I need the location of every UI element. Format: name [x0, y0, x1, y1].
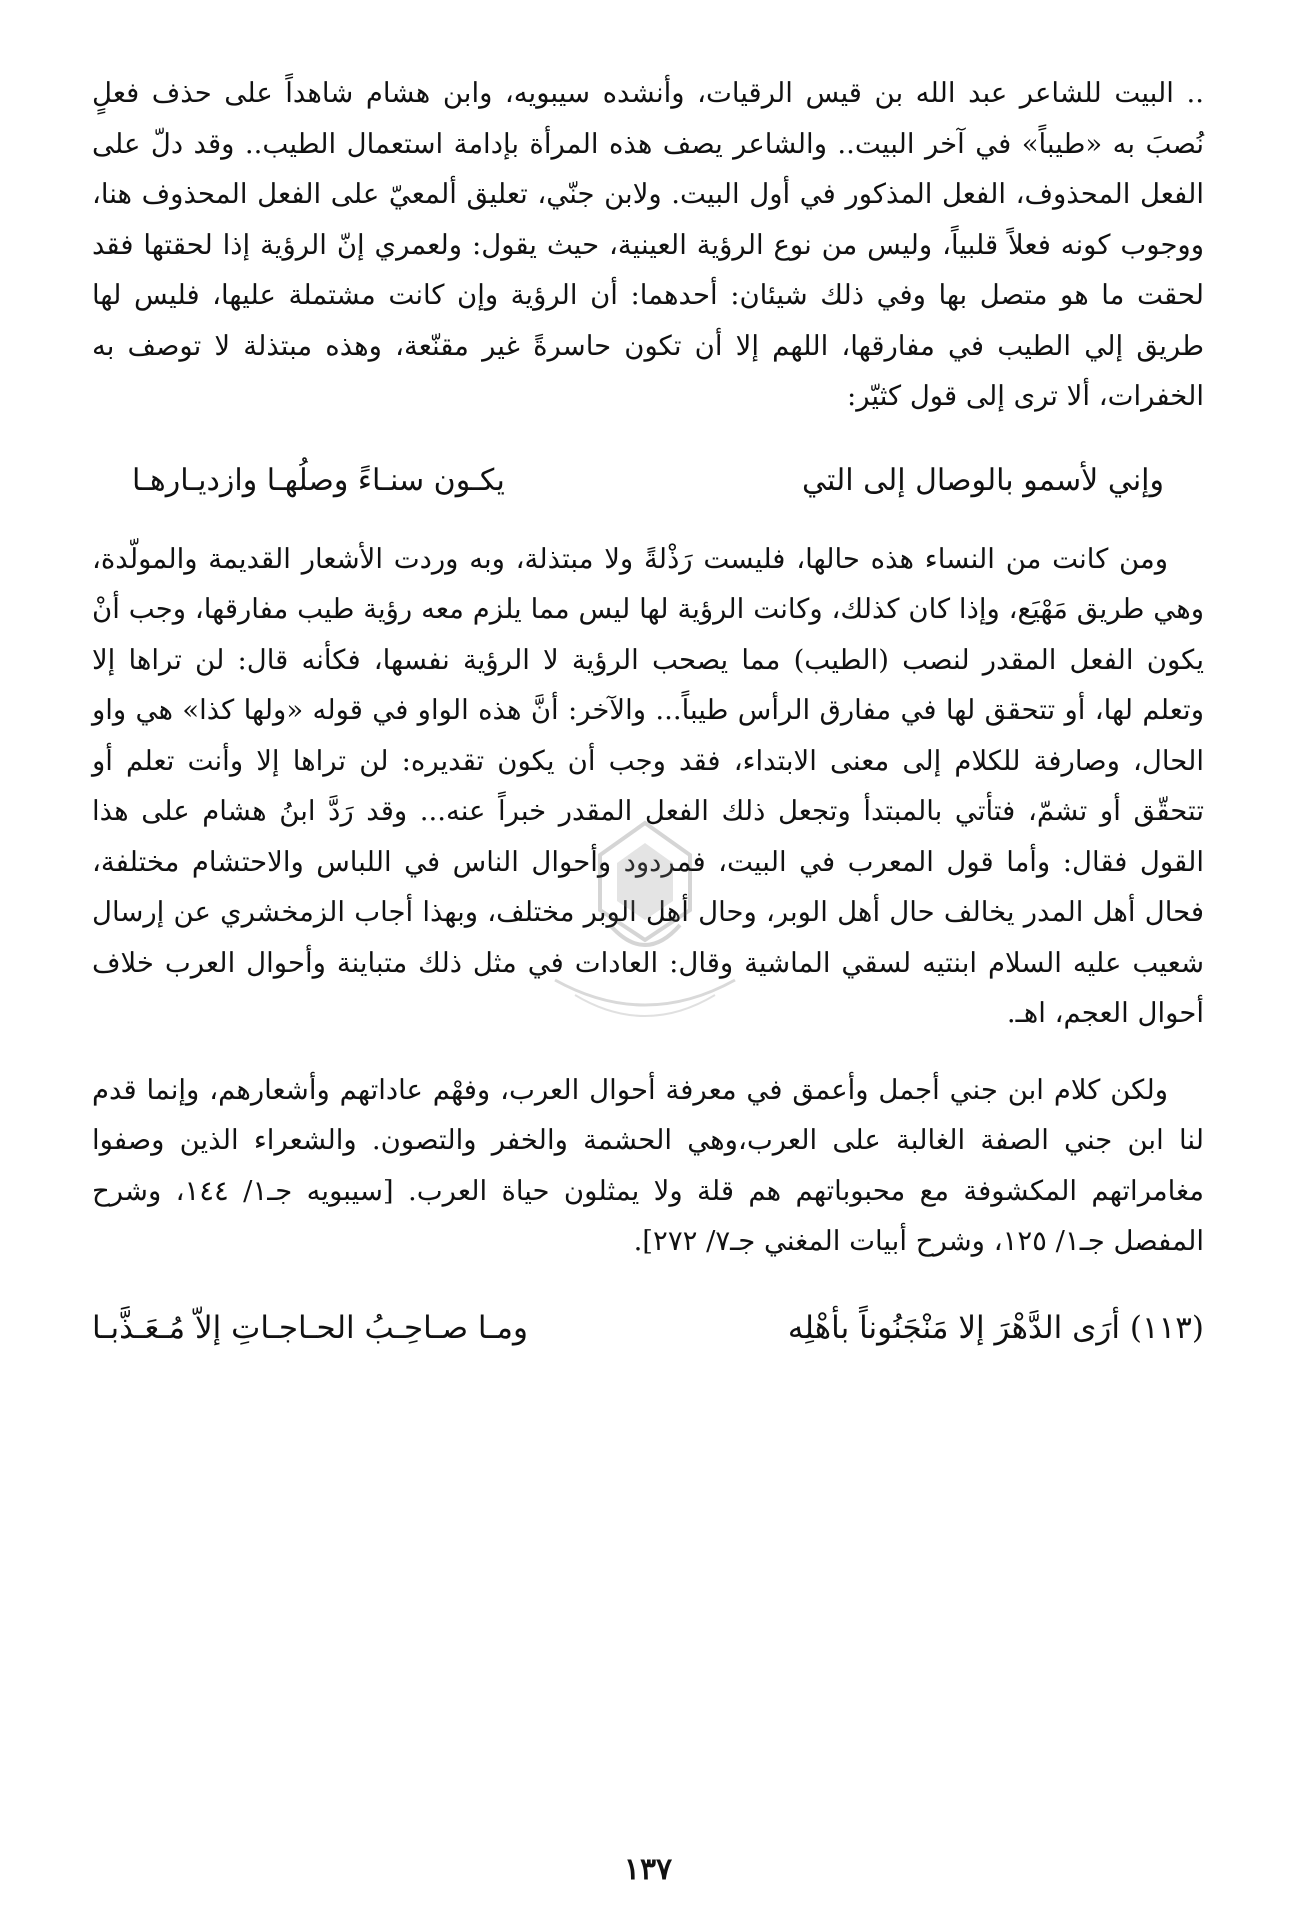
verse-second-hemistich: ومـا صـاحِـبُ الحـاجـاتِ إلاّ مُـعَـذَّبـا [92, 1309, 528, 1346]
verse-first-hemistich: وإني لأسمو بالوصال إلى التي [802, 463, 1164, 498]
paragraph-commentary-conclusion: ولكن كلام ابن جني أجمل وأعمق في معرفة أحوال العرب، وفهْم عاداتهم وأشعارهم، وإنما قدم لنا ابن جني الصفة الغالبة على العرب،وهي الحشمة والخفر والتصون. والشعراء الذين وصفوا مغامراتهم المكشوفة مع محبوباتهم هم قلة ولا يمثلون حياة العرب. [سيبويه جـ١/ ١٤٤، وشرح المفصل جـ١/ ١٢٥، وشرح أبيات المغني جـ٧/ ٢٧٢]. [92, 1073, 1204, 1257]
verse-113 [92, 1297, 1204, 1359]
page-number: ١٣٧ [623, 1852, 673, 1887]
verse-kuthayyir [92, 450, 1204, 512]
verse-second-hemistich: يكـون سنـاءً وصلُهـا وازديـارهـا [132, 463, 505, 498]
paragraph-commentary-body: ومن كانت من النساء هذه حالها، فليست رَذْلةً ولا مبتذلة، وبه وردت الأشعار القديمة والمولّدة، وهي طريق مَهْيَع، وإذا كان كذلك، وكانت الرؤية لها ليس مما يلزم معه رؤية طيب مفارقها، وجب أنْ يكون الفعل المقدر لنصب (الطيب) مما يصحب الرؤية لا الرؤية نفسها، فكأنه قال: لن تراها إلا وتعلم لها، أو تتحقق لها في مفارق الرأس طيباً... والآخر: أنَّ هذه الواو في قوله «ولها كذا» هي واو الحال، وصارفة للكلام إلى معنى الابتداء، فقد وجب أن يكون تقديره: لن تراها إلا وأنت تعلم أو تتحقّق أو تشمّ، فتأتي بالمبتدأ وتجعل ذلك الفعل المقدر خبراً عنه... وقد رَدَّ ابنُ هشام على هذا القول فقال: وأما قول المعرب في البيت، فمردود وأحوال الناس في اللباس والاحتشام مختلفة، فحال أهل المدر يخالف حال أهل الوبر، وحال أهل الوبر مختلف، وبهذا أجاب الزمخشري عن إرسال شعيب عليه السلام ابنتيه لسقي الماشية وقال: العادات في مثل ذلك متباينة وأحوال العرب خلاف أحوال العجم، اهـ. [92, 542, 1204, 1029]
paragraph-commentary-intro: .. البيت للشاعر عبد الله بن قيس الرقيات، وأنشده سيبويه، وابن هشام شاهداً على حذف فعلٍ نُصبَ به «طيباً» في آخر البيت.. والشاعر يصف هذه المرأة بإدامة استعمال الطيب.. وقد دلّ على الفعل المحذوف، الفعل المذكور في أول البيت. ولابن جنّي، تعليق ألمعيّ على الفعل المحذوف هنا، ووجوب كونه فعلاً قلبياً، وليس من نوع الرؤية العينية، حيث يقول: ولعمري إنّ الرؤية إذا لحقتها فقد لحقت ما هو متصل بها وفي ذلك شيئان: أحدهما: أن الرؤية وإن كانت مشتملة عليها، فليس لها طريق إلي الطيب في مفارقها، اللهم إلا أن تكون حاسرةً غير مقنّعة، وهذه مبتذلة لا توصف به الخفرات، ألا ترى إلى قول كثيّر: [92, 77, 1204, 412]
verse-first-hemistich: (١١٣) أرَى الدَّهْرَ إلا مَنْجَنُوناً بأهْلِه [787, 1309, 1204, 1346]
